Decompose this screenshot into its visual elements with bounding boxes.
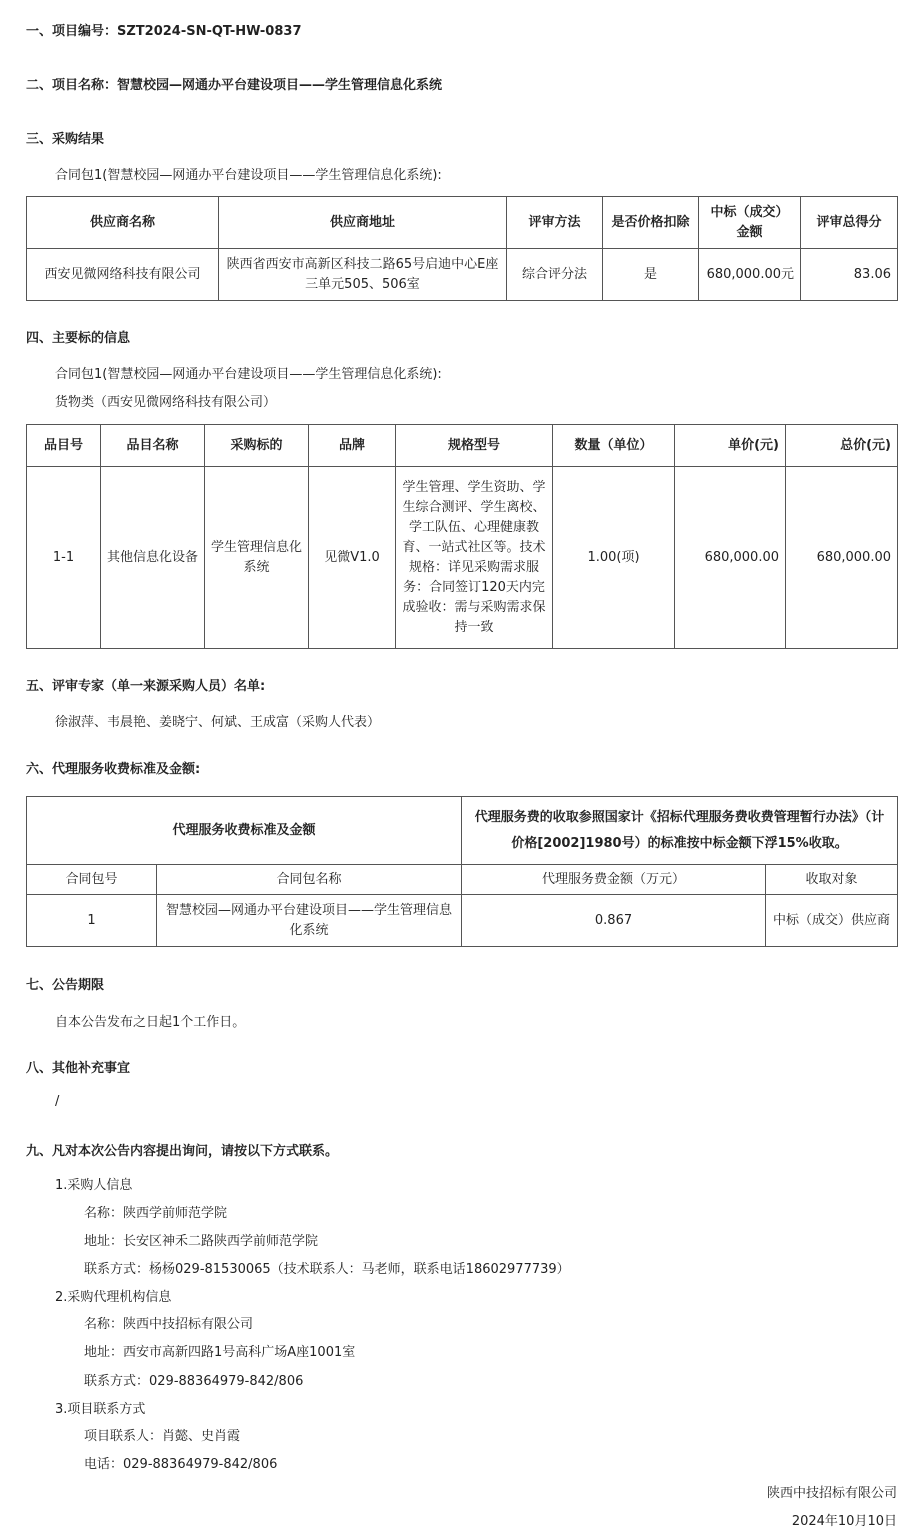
section-contact: 九、凡对本次公告内容提出询问，请按以下方式联系。 <box>26 1144 339 1159</box>
cell-item-no: 1-1 <box>27 467 101 649</box>
cell-fee-target: 中标（成交）供应商 <box>766 895 898 947</box>
agency-name: 名称：陕西中技招标有限公司 <box>84 1317 254 1332</box>
section-project-name: 二、项目名称：智慧校园—网通办平台建设项目——学生管理信息化系统 <box>26 78 443 93</box>
cell-fee-amount: 0.867 <box>462 895 766 947</box>
items-category-label: 货物类（西安见微网络科技有限公司） <box>55 395 277 410</box>
col-spec: 规格型号 <box>396 425 553 467</box>
table-header-row <box>27 197 898 249</box>
footer-company: 陕西中技招标有限公司 <box>766 1486 897 1501</box>
other-matters-text: / <box>55 1094 60 1109</box>
section-agency-fee: 六、代理服务收费标准及金额: <box>26 762 201 777</box>
cell-subject: 学生管理信息化系统 <box>205 467 309 649</box>
purchaser-address: 地址：长安区神禾二路陕西学前师范学院 <box>84 1234 319 1249</box>
fee-table <box>26 796 898 947</box>
col-package-no: 合同包号 <box>27 865 157 895</box>
agency-address: 地址：西安市高新四路1号高科广场A座1001室 <box>84 1345 356 1360</box>
col-total-price: 总价(元) <box>786 425 898 467</box>
col-package-name: 合同包名称 <box>157 865 462 895</box>
project-contact-phone: 电话：029-88364979-842/806 <box>84 1457 278 1472</box>
section-main-items: 四、主要标的信息 <box>26 331 131 346</box>
footer-date: 2024年10月10日 <box>791 1514 897 1529</box>
col-review-method: 评审方法 <box>507 197 603 249</box>
cell-review-method: 综合评分法 <box>507 249 603 301</box>
purchaser-title: 1.采购人信息 <box>55 1178 133 1193</box>
cell-supplier-address: 陕西省西安市高新区科技二路65号启迪中心E座三单元505、506室 <box>219 249 507 301</box>
section-other-matters: 八、其他补充事宜 <box>26 1061 131 1076</box>
table-row <box>27 895 898 947</box>
col-quantity: 数量（单位） <box>553 425 675 467</box>
items-table <box>26 424 898 649</box>
table-row <box>27 467 898 649</box>
agency-title: 2.采购代理机构信息 <box>55 1290 172 1305</box>
notice-period-text: 自本公告发布之日起1个工作日。 <box>55 1015 246 1030</box>
cell-bid-amount: 680,000.00元 <box>699 249 801 301</box>
col-item-no: 品目号 <box>27 425 101 467</box>
cell-spec: 学生管理、学生资助、学生综合测评、学生离校、学工队伍、心理健康教育、一站式社区等。技术规格：详见采购需求服务：合同签订120天内完成验收：需与采购需求保持一致 <box>396 467 553 649</box>
col-unit-price: 单价(元) <box>675 425 786 467</box>
col-supplier-address: 供应商地址 <box>219 197 507 249</box>
cell-package-name: 智慧校园—网通办平台建设项目——学生管理信息化系统 <box>157 895 462 947</box>
col-fee-amount: 代理服务费金额（万元） <box>462 865 766 895</box>
cell-quantity: 1.00(项) <box>553 467 675 649</box>
col-bid-amount: 中标（成交）金额 <box>699 197 801 249</box>
purchaser-contact: 联系方式：杨杨029-81530065（技术联系人：马老师，联系电话18602977739） <box>84 1262 570 1277</box>
col-item-name: 品目名称 <box>101 425 205 467</box>
purchaser-name: 名称：陕西学前师范学院 <box>84 1206 228 1221</box>
cell-package-no: 1 <box>27 895 157 947</box>
agency-contact: 联系方式：029-88364979-842/806 <box>84 1374 304 1389</box>
result-package-label: 合同包1(智慧校园—网通办平台建设项目——学生管理信息化系统): <box>55 168 442 183</box>
col-fee-target: 收取对象 <box>766 865 898 895</box>
col-supplier-name: 供应商名称 <box>27 197 219 249</box>
cell-supplier-name: 西安见微网络科技有限公司 <box>27 249 219 301</box>
cell-brand: 见微V1.0 <box>309 467 396 649</box>
project-contact-title: 3.项目联系方式 <box>55 1402 146 1417</box>
result-table <box>26 196 898 301</box>
cell-price-deduction: 是 <box>603 249 699 301</box>
fee-standard-label: 代理服务收费标准及金额 <box>27 797 462 865</box>
table-header-row <box>27 425 898 467</box>
cell-item-name: 其他信息化设备 <box>101 467 205 649</box>
col-total-score: 评审总得分 <box>801 197 898 249</box>
section-procurement-result: 三、采购结果 <box>26 132 105 147</box>
section-project-number: 一、项目编号：SZT2024-SN-QT-HW-0837 <box>26 24 302 39</box>
section-notice-period: 七、公告期限 <box>26 978 105 993</box>
cell-total-score: 83.06 <box>801 249 898 301</box>
section-experts: 五、评审专家（单一来源采购人员）名单: <box>26 679 266 694</box>
col-price-deduction: 是否价格扣除 <box>603 197 699 249</box>
cell-unit-price: 680,000.00 <box>675 467 786 649</box>
col-subject: 采购标的 <box>205 425 309 467</box>
experts-list: 徐淑萍、韦晨艳、姜晓宁、何斌、王成富（采购人代表） <box>55 715 381 730</box>
col-brand: 品牌 <box>309 425 396 467</box>
fee-header-row <box>27 797 898 865</box>
items-package-label: 合同包1(智慧校园—网通办平台建设项目——学生管理信息化系统): <box>55 367 442 382</box>
table-row <box>27 249 898 301</box>
table-header-row <box>27 865 898 895</box>
cell-total-price: 680,000.00 <box>786 467 898 649</box>
project-contact-person: 项目联系人：肖懿、史肖霞 <box>84 1429 241 1444</box>
fee-standard-text: 代理服务费的收取参照国家计《招标代理服务费收费管理暂行办法》（计价格[2002]1980号）的标准按中标金额下浮15%收取。 <box>462 797 898 865</box>
